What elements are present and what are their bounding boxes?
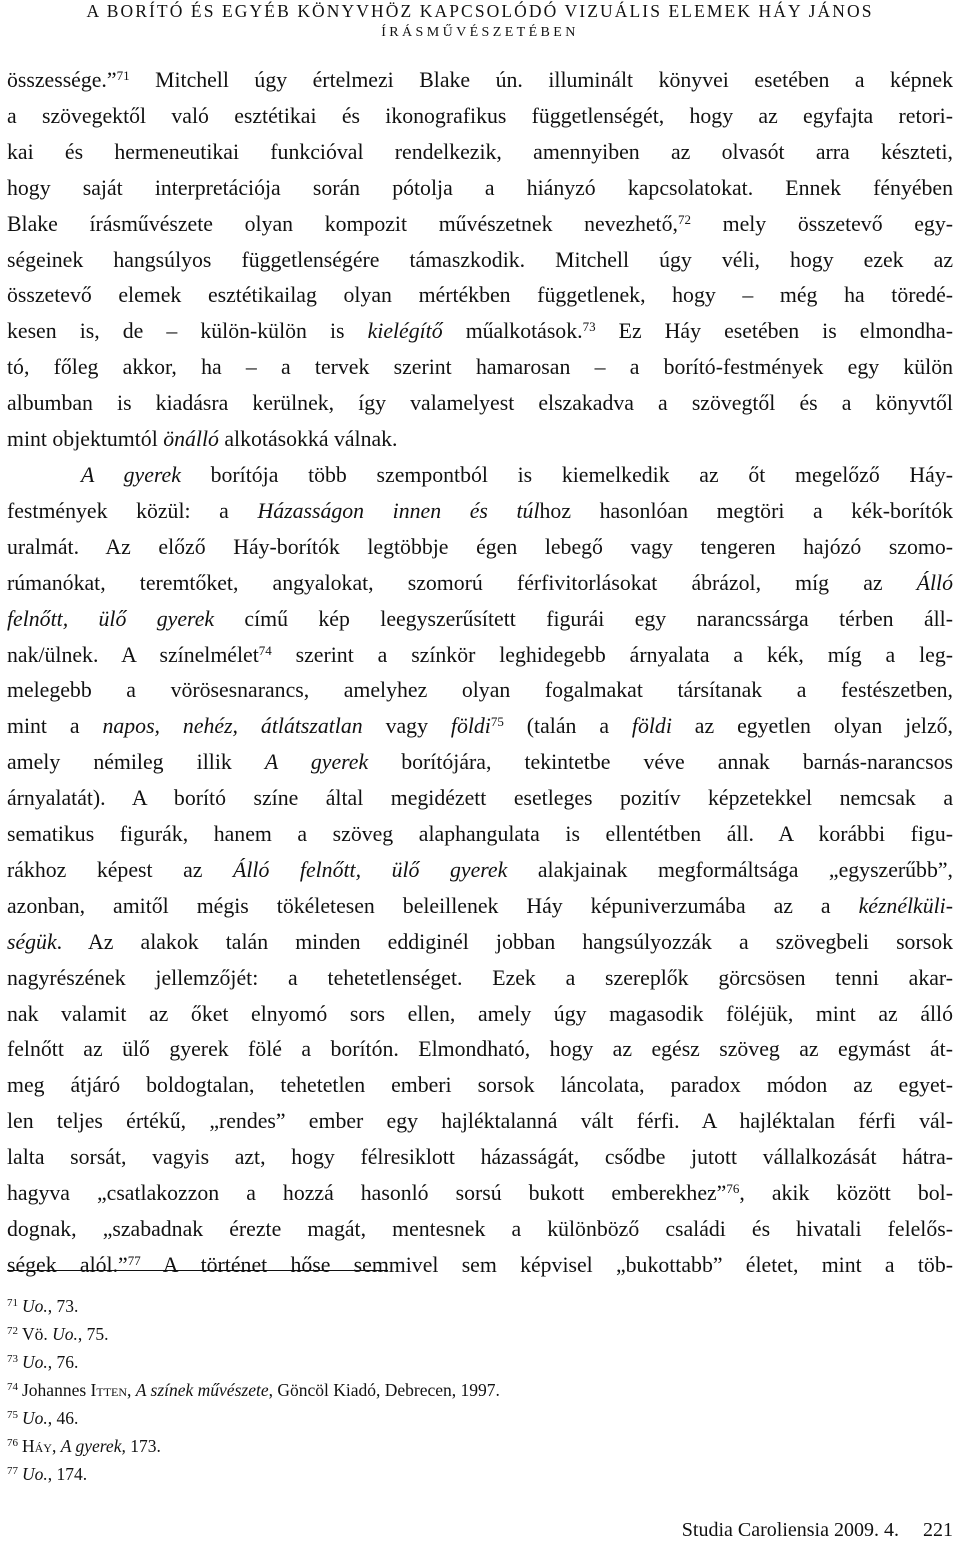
text-line: uralmát. Az előző Háy-borítók legtöbbje égen lebegő vagy tengeren hajózó szomo-	[7, 534, 953, 559]
footnote-ref: 76	[726, 1181, 740, 1197]
text-line: len teljes értékű, „rendes” ember egy hajléktalanná vált férfi. A hajléktalan férfi vál-	[7, 1109, 953, 1134]
page-number: 221	[923, 1519, 953, 1541]
text-line: nagyrészének jellemzőjét: a tehetetlenséget. Ezek a szereplők görcsösen tenni akar-	[7, 965, 953, 990]
footnote: $^{75}$ Uo., 46.	[7, 1408, 79, 1428]
footnote: $^{71}$ Uo., 73.	[7, 1296, 79, 1316]
paragraph-start: A gyerek borítója több szempontból is kiemelkedik az őt megelőző Háy-	[81, 462, 953, 487]
footnotes	[7, 1292, 953, 1488]
text-line: nak/ülnek. A színelmélet$^{74}$ szerint a színkör leghidegebb árnyalata a kék, míg a leg-	[7, 642, 953, 667]
text-line: összessége.”$^{71}$ Mitchell úgy értelmezi Blake ún. illuminált könyvei esetében a képnek	[7, 68, 953, 92]
text-line: felnőtt az ülő gyerek fölé a borítón. Elmondható, hogy az egész szöveg az egymást át-	[7, 1037, 953, 1062]
running-head-line-2: ÍRÁSMŰVÉSZETÉBEN	[381, 25, 579, 40]
text-line: sematikus figurák, hanem a szöveg alaphangulata is ellentétben áll. A korábbi figu-	[7, 822, 953, 847]
text-line: albumban is kiadásra kerülnek, így valamelyest elszakadva a szövegtől és a könyvtől	[7, 391, 953, 416]
text-line: dognak, „szabadnak érezte magát, mentesnek a különböző családi és hivatali felelős-	[7, 1217, 953, 1241]
running-head-line-1: A BORÍTÓ ÉS EGYÉB KÖNYVHÖZ KAPCSOLÓDÓ VIZUÁLIS ELEMEK HÁY JÁNOS	[86, 1, 874, 21]
footnote-ref: 77	[127, 1252, 141, 1268]
text-line: kesen is, de – külön-külön is kielégítő műalkotások.$^{73}$ Ez Háy esetében is elmondha-	[7, 319, 953, 344]
text-line: árnyalatát). A borító színe által megidézett esetleges pozitív képzetekkel nemcsak a	[7, 786, 953, 811]
footnote-ref: 74	[258, 642, 272, 658]
text-line: felnőtt, ülő gyerek című kép leegyszerűsített figurái egy narancssárga térben áll-	[7, 606, 953, 631]
document-page	[7, 0, 953, 1542]
footnote: $^{73}$ Uo., 76.	[7, 1352, 79, 1372]
text-line: rúmanókat, teremtőket, angyalokat, szomorú férfivitorlásokat ábrázol, míg az Álló	[7, 570, 953, 595]
footnote-separator	[7, 1270, 388, 1271]
running-head	[7, 0, 953, 44]
text-line: a szövegektől való esztétikai és ikonografikus függetlenségét, hogy az egyfajta retori-	[7, 103, 953, 128]
journal-name: Studia Caroliensia 2009. 4.	[681, 1519, 899, 1541]
body-text	[7, 63, 953, 1284]
text-line: összetevő elemek esztétikailag olyan mértékben függetlenek, hogy – még ha töredé-	[7, 283, 953, 308]
footnote: $^{76}$ Háy, A gyerek, 173.	[7, 1436, 161, 1456]
page-footer	[682, 1518, 953, 1542]
text-line: azonban, amitől mégis tökéletesen beleillenek Háy képuniverzumába az a kéznélküli-	[7, 893, 953, 918]
footnote-ref: 73	[582, 319, 596, 335]
text-line: hagyva „csatlakozzon a hozzá hasonló sorsú bukott emberekhez”$^{76}$, akik között bol-	[7, 1181, 953, 1206]
text-line: melegebb a vörösesnarancs, amelyhez olyan fogalmakat társítanak a festészetben,	[7, 678, 953, 703]
text-line: meg átjáró boldogtalan, tehetetlen emberi sorsok láncolata, paradox módon az egyet-	[7, 1073, 953, 1098]
footnote-ref: 72	[677, 211, 691, 227]
footnote-ref: 75	[490, 714, 504, 730]
text-line: tó, főleg akkor, ha – a tervek szerint hamarosan – a borító-festmények egy külön	[7, 355, 953, 380]
text-line: hogy saját interpretációja során pótolja a hiányzó kapcsolatokat. Ennek fényében	[7, 175, 953, 200]
text-line: nak valamit az őket elnyomó sors ellen, amely úgy magasodik föléjük, mint az álló	[7, 1001, 953, 1026]
footnote: $^{74}$ Johannes Itten, A színek művészete, Göncöl Kiadó, Debrecen, 1997.	[7, 1380, 500, 1400]
text-line: ségük. Az alakok talán minden eddiginél jobban hangsúlyozzák a szövegbeli sorsok	[7, 929, 953, 954]
text-line: lalta sorsát, vagyis azt, hogy félresiklott házasságát, csődbe jutott vállalkozását hátra-	[7, 1145, 953, 1170]
footnote: $^{72}$ Vö. Uo., 75.	[7, 1324, 109, 1344]
footnote-ref: 71	[116, 68, 130, 83]
text-line: amely némileg illik A gyerek borítójára, tekintetbe véve annak barnás-narancsos	[7, 750, 953, 775]
text-line: Blake írásművészete olyan kompozit művészetnek nevezhető,$^{72}$ mely összetevő egy-	[7, 211, 953, 236]
text-line: mint objektumtól önálló alkotásokká válnak.	[7, 427, 398, 452]
text-line: rákhoz képest az Álló felnőtt, ülő gyerek alakjainak megformáltsága „egyszerűbb”,	[7, 857, 953, 882]
text-line: festmények közül: a Házasságon innen és túlhoz hasonlóan megtöri a kék-borítók	[7, 498, 953, 523]
footnote: $^{77}$ Uo., 174.	[7, 1464, 88, 1484]
text-line: mint a napos, nehéz, átlátszatlan vagy földi$^{75}$ (talán a földi az egyetlen olyan jelző,	[7, 714, 953, 739]
text-line: ségeinek hangsúlyos függetlenségére támaszkodik. Mitchell úgy véli, hogy ezek az	[7, 247, 953, 272]
text-line: kai és hermeneutikai funkcióval rendelkezik, amennyiben az olvasót arra készteti,	[7, 139, 953, 164]
text-line: ségek alól.”$^{77}$ A történet hőse semmivel sem képvisel „bukottabb” életet, mint a töb-	[7, 1252, 953, 1277]
